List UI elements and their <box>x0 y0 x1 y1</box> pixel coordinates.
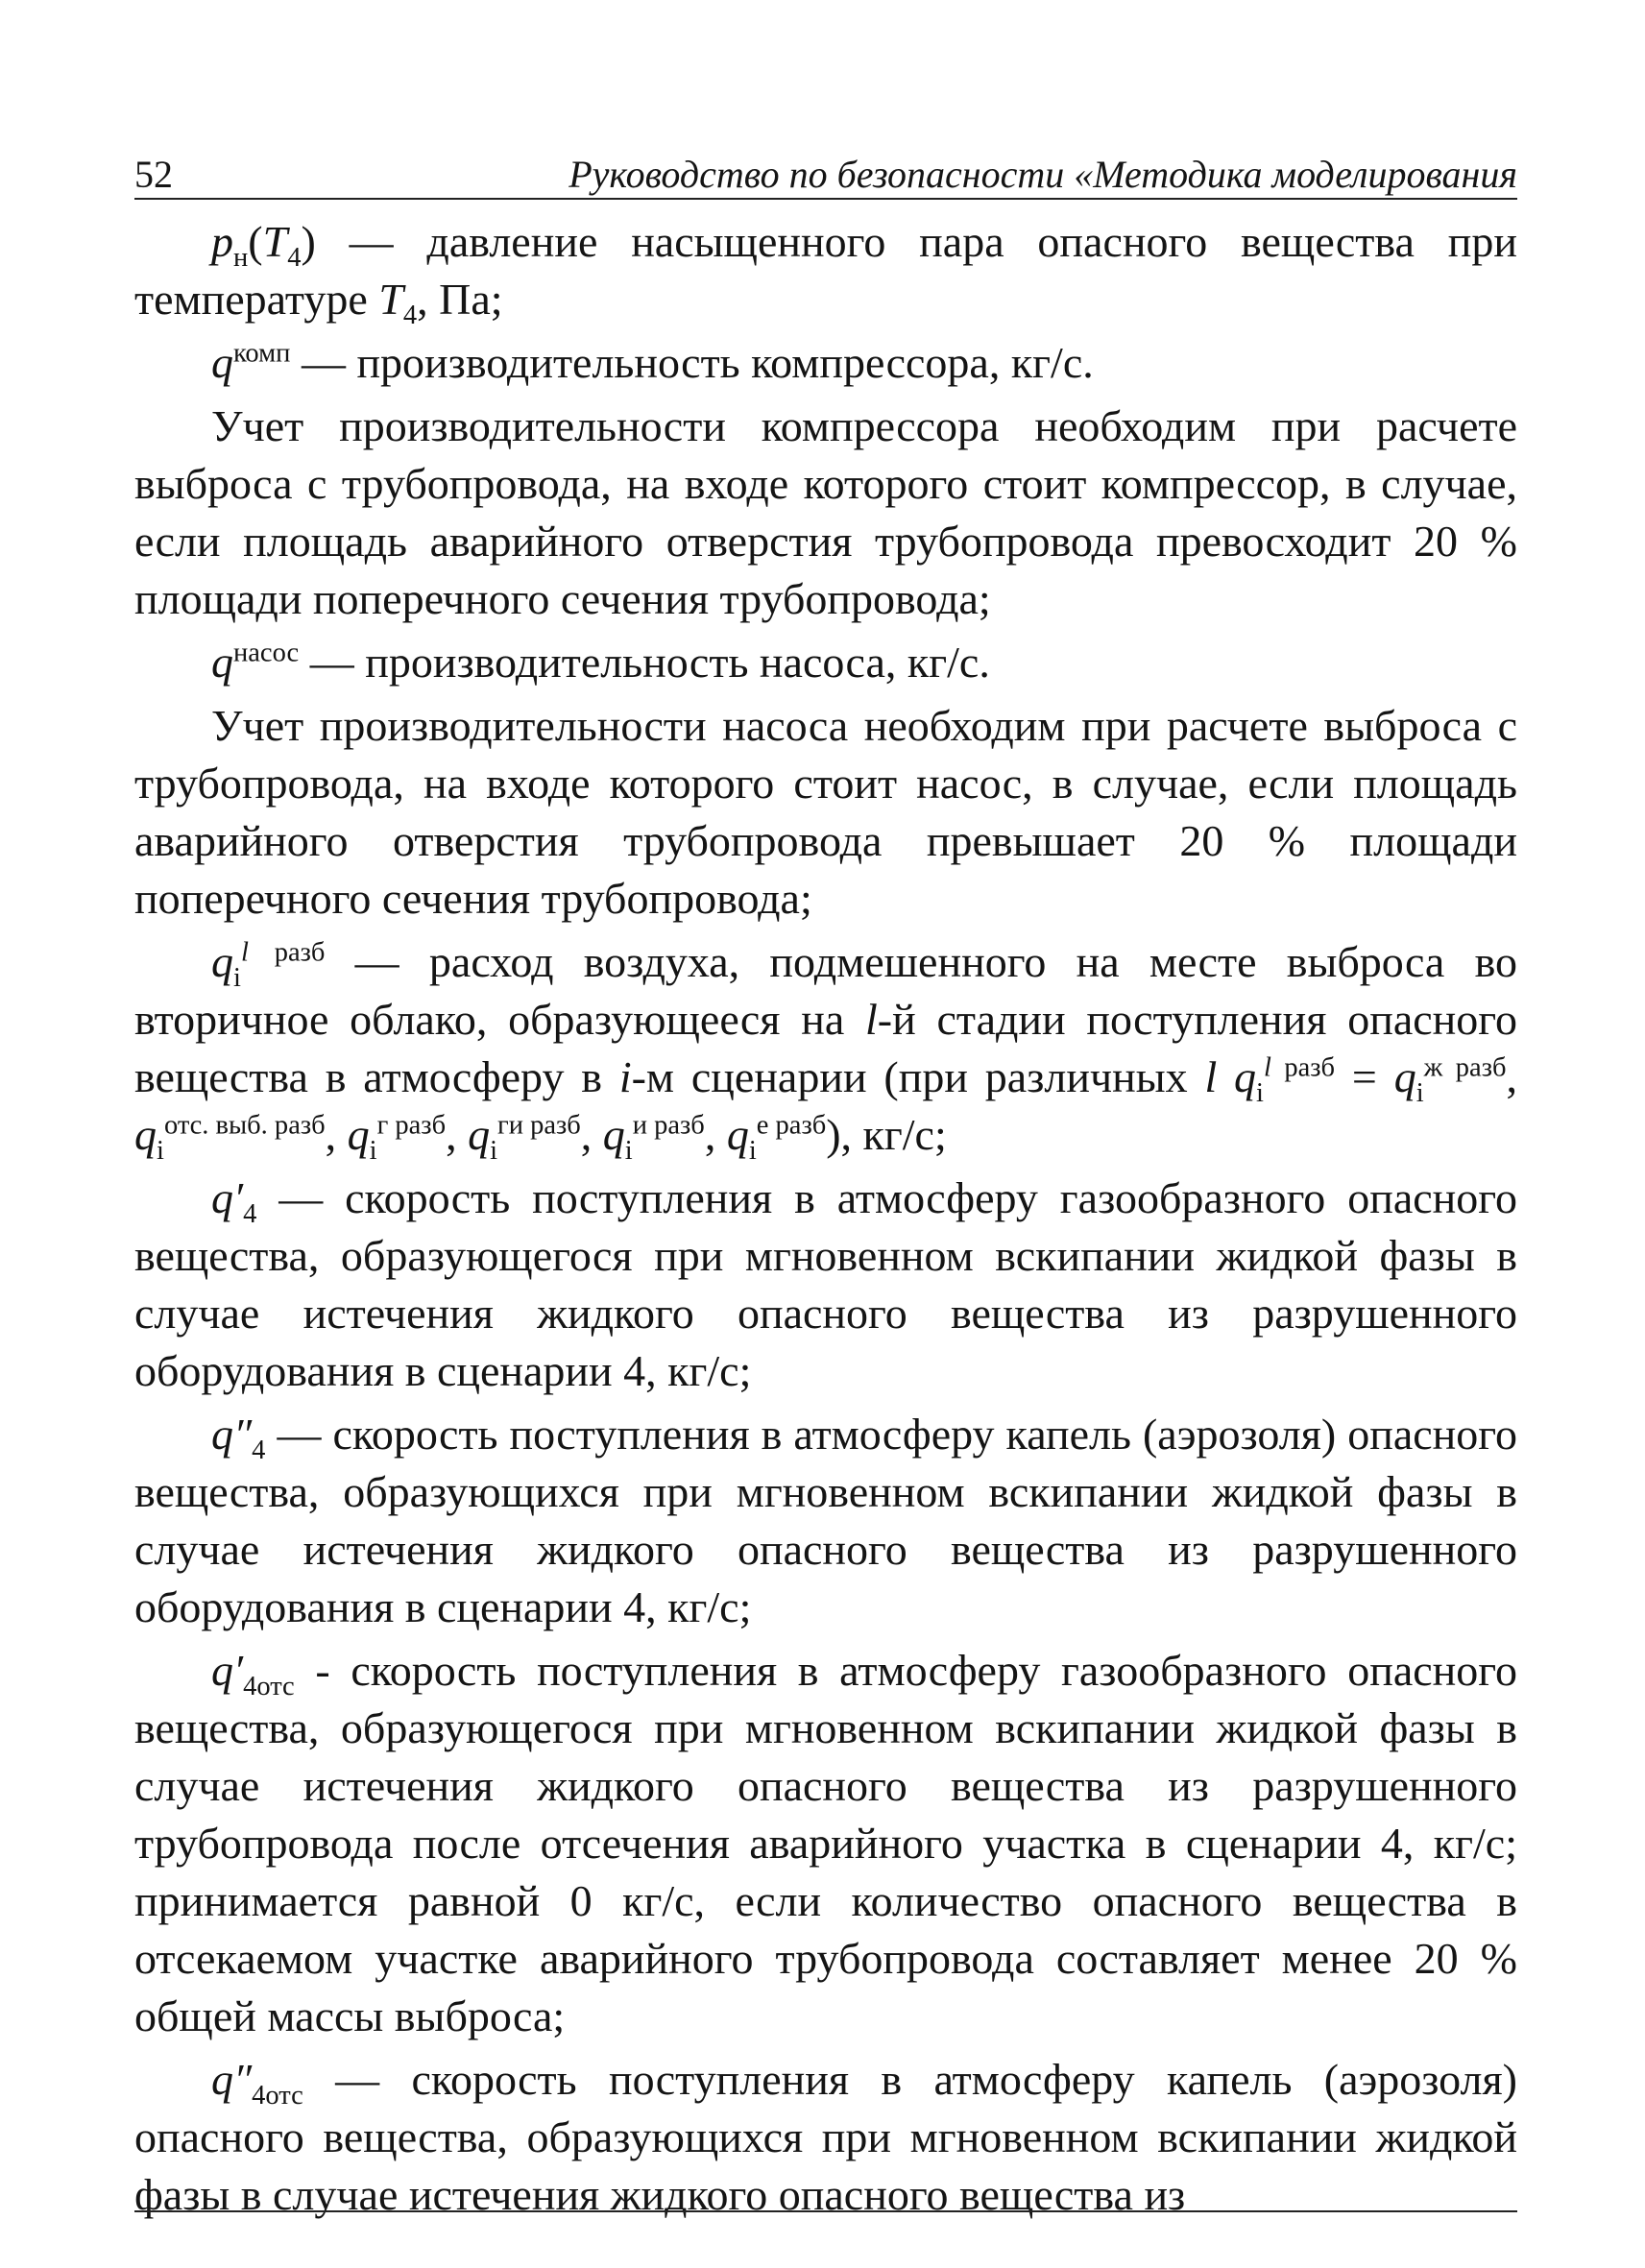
definition-air-flow: $q_i^{l разб}$ — расход воздуха, подмешенного на месте выброса во вторичное облако, образующееся на l-й стадии поступления опасного вещества в атмосферу в i-м сценарии (при различных l $q_i^{l разб} = q_i^{ж разб}$, $q_i^{отс. выб. разб}$, $q_i^{г разб}$, $q_i^{ги разб}$, $q_i^{и разб}$, $q_i^{е разб}$), кг/с; <box>134 937 1518 1167</box>
paragraph-pump-note: Учет производительности насоса необходим при расчете выброса с трубопровода, на входе которого стоит насос, в случае, если площадь аварийного отверстия трубопровода превышает 20 % площади поперечного сечения трубопровода; <box>134 701 1517 923</box>
page-number: 52 <box>134 153 173 196</box>
symbol-pn-t4: $p_н(T_4)$ <box>211 217 316 274</box>
running-header-title: Руководство по безопасности «Методика моделирования <box>568 153 1517 196</box>
symbol-qi-l-razb: $q_i^{l разб}$ <box>211 937 326 994</box>
symbol-q4ots-dprime: $q''_{4отс}$ <box>211 2055 303 2111</box>
document-page <box>134 134 1517 2230</box>
page-content <box>134 213 1517 2224</box>
definition-aerosol-equipment: $q''_4$ — скорость поступления в атмосферу капель (аэрозоля) опасного вещества, образующихся при мгновенном вскипании жидкой фазы в случае истечения жидкого опасного вещества из разрушенного оборудования в сценарии 4, кг/с; <box>134 1410 1517 1631</box>
definition-gas-flow-pipeline: $q'_{4отс}$ - скорость поступления в атмосферу газообразного опасного вещества, образующегося при мгновенном вскипании жидкой фазы в случае истечения жидкого опасного вещества из разрушенного трубопровода после отсечения аварийного участка в сценарии 4, кг/с; принимается равной 0 кг/с, если количество опасного вещества в отсекаемом участке аварийного трубопровода составляет менее 20 % общей массы выброса; <box>134 1646 1517 2040</box>
definition-saturated-pressure: $p_н(T_4)$ — давление насыщенного пара опасного вещества при температуре $T_4$, Па; <box>134 217 1517 331</box>
symbol-q-komp: $q^{комп}$ <box>211 338 291 387</box>
symbol-q4-prime: $q'_4$ <box>211 1173 257 1230</box>
running-header <box>134 134 1517 200</box>
paragraph-compressor-note: Учет производительности компрессора необходим при расчете выброса с трубопровода, на входе которого стоит компрессор, в случае, если площадь аварийного отверстия трубопровода превосходит 20 % площади поперечного сечения трубопровода; <box>134 401 1517 623</box>
definition-pump: $q^{насос}$ — производительность насоса, кг/с. <box>211 638 990 687</box>
symbol-q-nasos: $q^{насос}$ <box>211 638 300 687</box>
definition-compressor: $q^{комп}$ — производительность компрессора, кг/с. <box>211 338 1094 387</box>
definition-gas-flow-equipment: $q'_4$ — скорость поступления в атмосферу газообразного опасного вещества, образующегося при мгновенном вскипании жидкой фазы в случае истечения жидкого опасного вещества из разрушенного оборудования в сценарии 4, кг/с; <box>134 1173 1517 1395</box>
definition-aerosol-pipeline: $q''_{4отс}$ — скорость поступления в атмосферу капель (аэрозоля) опасного вещества, образующихся при мгновенном вскипании жидкой фазы в случае истечения жидкого опасного вещества из <box>134 2055 1517 2219</box>
bottom-rule <box>134 2210 1517 2212</box>
symbol-q4ots-prime: $q'_{4отс}$ <box>211 1646 295 1702</box>
symbol-q4-dprime: $q''_4$ <box>211 1410 266 1466</box>
